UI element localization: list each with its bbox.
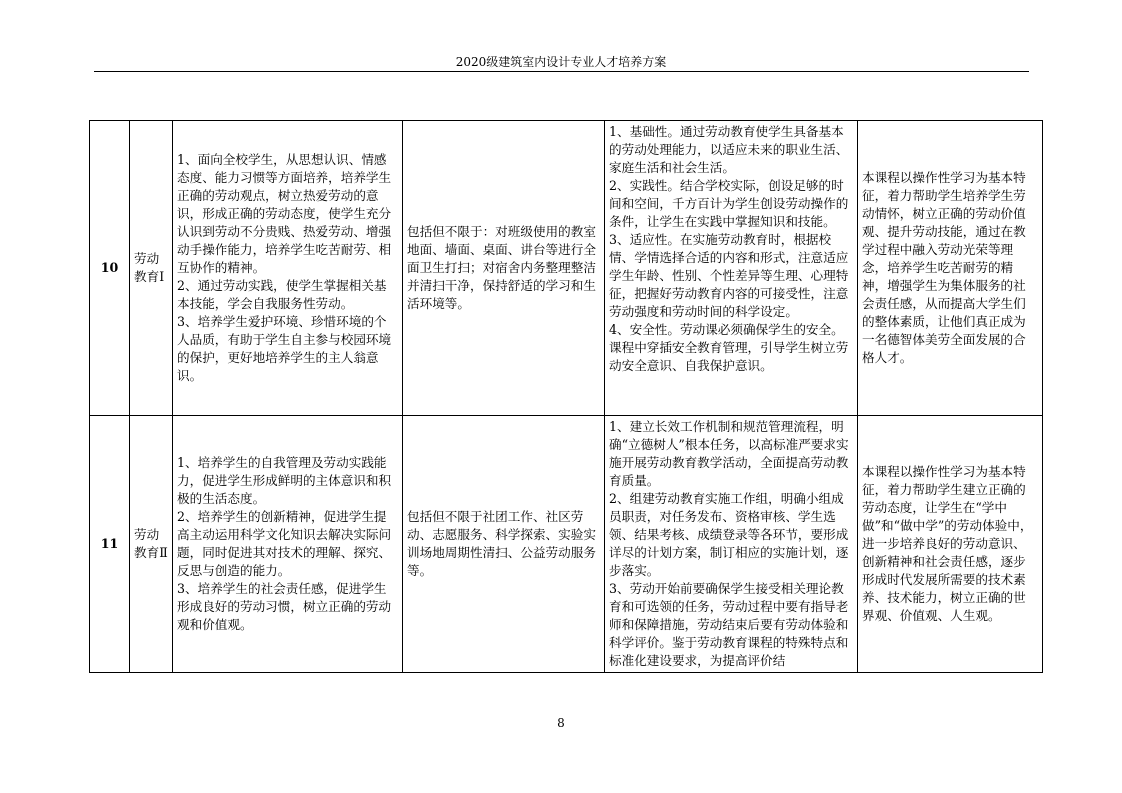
- course-content: 包括但不限于社团工作、社区劳动、志愿服务、科学探索、实验实训场地周期性清扫、公益劳动服务等。: [403, 416, 605, 673]
- requirement-item: 2、组建劳动教育实施工作组，明确小组成员职责，对任务发布、资格审核、学生选领、结果考核、成绩登录等各环节，要形成详尽的计划方案，制订相应的实施计划，逐步落实。: [609, 491, 849, 578]
- objective-item: 2、培养学生的创新精神，促进学生提高主动运用科学文化知识去解决实际问题，同时促进其对技术的理解、探究、反思与创造的能力。: [177, 509, 392, 578]
- course-requirements: [605, 121, 858, 416]
- course-number: 10: [90, 121, 130, 416]
- objective-item: 3、培养学生爱护环境、珍惜环境的个人品质，有助于学生自主参与校园环境的保护，更好地培养学生的主人翁意识。: [177, 314, 392, 383]
- course-requirements: [605, 416, 858, 673]
- course-objectives: [173, 416, 403, 673]
- course-objectives: [173, 121, 403, 416]
- course-name: 劳动教育Ⅱ: [130, 416, 173, 673]
- course-name: 劳动教育Ⅰ: [130, 121, 173, 416]
- course-content: 包括但不限于：对班级使用的教室地面、墙面、桌面、讲台等进行全面卫生打扫；对宿舍内务整理整洁并清扫干净，保持舒适的学习和生活环境等。: [403, 121, 605, 416]
- course-remarks: 本课程以操作性学习为基本特征，着力帮助学生培养学生劳动情怀，树立正确的劳动价值观、提升劳动技能，通过在教学过程中融入劳动光荣等理念，培养学生吃苦耐劳的精神，增强学生为集体服务的社会责任感，从而提高大学生们的整体素质，让他们真正成为一名德智体美劳全面发展的合格人才。: [858, 121, 1043, 416]
- page-number: 8: [557, 716, 565, 730]
- course-remarks: 本课程以操作性学习为基本特征，着力帮助学生建立正确的劳动态度，让学生在“学中做”和“做中学”的劳动体验中，进一步培养良好的劳动意识、创新精神和社会责任感，逐步形成时代发展所需要的技术素养、技术能力，树立正确的世界观、价值观、人生观。: [858, 416, 1043, 673]
- requirement-item: 2、实践性。结合学校实际，创设足够的时间和空间，千方百计为学生创设劳动操作的条件，让学生在实践中掌握知识和技能。: [609, 178, 849, 229]
- requirement-item: 4、安全性。劳动课必须确保学生的安全。课程中穿插安全教育管理，引导学生树立劳动安全意识、自我保护意识。: [609, 322, 849, 373]
- objective-item: 3、培养学生的社会责任感，促进学生形成良好的劳动习惯，树立正确的劳动观和价值观。: [177, 581, 392, 632]
- objective-item: 2、通过劳动实践，使学生掌握相关基本技能，学会自我服务性劳动。: [177, 278, 387, 311]
- course-number: 11: [90, 416, 130, 673]
- objective-item: 1、培养学生的自我管理及劳动实践能力，促进学生形成鲜明的主体意识和积极的生活态度。: [177, 455, 392, 506]
- table-row: [90, 121, 1043, 416]
- document-header-title: 2020级建筑室内设计专业人才培养方案: [455, 55, 667, 69]
- course-table: [89, 120, 1043, 673]
- objective-item: 1、面向全校学生，从思想认识、情感态度、能力习惯等方面培养，培养学生正确的劳动观点，树立热爱劳动的意识，形成正确的劳动态度，使学生充分认识到劳动不分贵贱、热爱劳动、增强动手操作能力，培养学生吃苦耐劳、相互协作的精神。: [177, 152, 392, 275]
- requirement-item: 3、适应性。在实施劳动教育时，根据校情、学情选择合适的内容和形式，注意适应学生年龄、性别、个性差异等生理、心理特征，把握好劳动教育内容的可接受性，注意劳动强度和劳动时间的科学设定。: [609, 232, 849, 319]
- header-divider: [94, 71, 1029, 72]
- requirement-item: 1、建立长效工作机制和规范管理流程，明确“立德树人”根本任务，以高标准严要求实施开展劳动教育教学活动，全面提高劳动教育质量。: [609, 419, 849, 488]
- requirement-item: 3、劳动开始前要确保学生接受相关理论教育和可选领的任务，劳动过程中要有指导老师和保障措施，劳动结束后要有劳动体验和科学评价。鉴于劳动教育课程的特殊特点和标准化建设要求，为提高评价结: [609, 581, 849, 668]
- table-row: [90, 416, 1043, 673]
- requirement-item: 1、基础性。通过劳动教育使学生具备基本的劳动处理能力，以适应未来的职业生活、家庭生活和社会生活。: [609, 124, 849, 175]
